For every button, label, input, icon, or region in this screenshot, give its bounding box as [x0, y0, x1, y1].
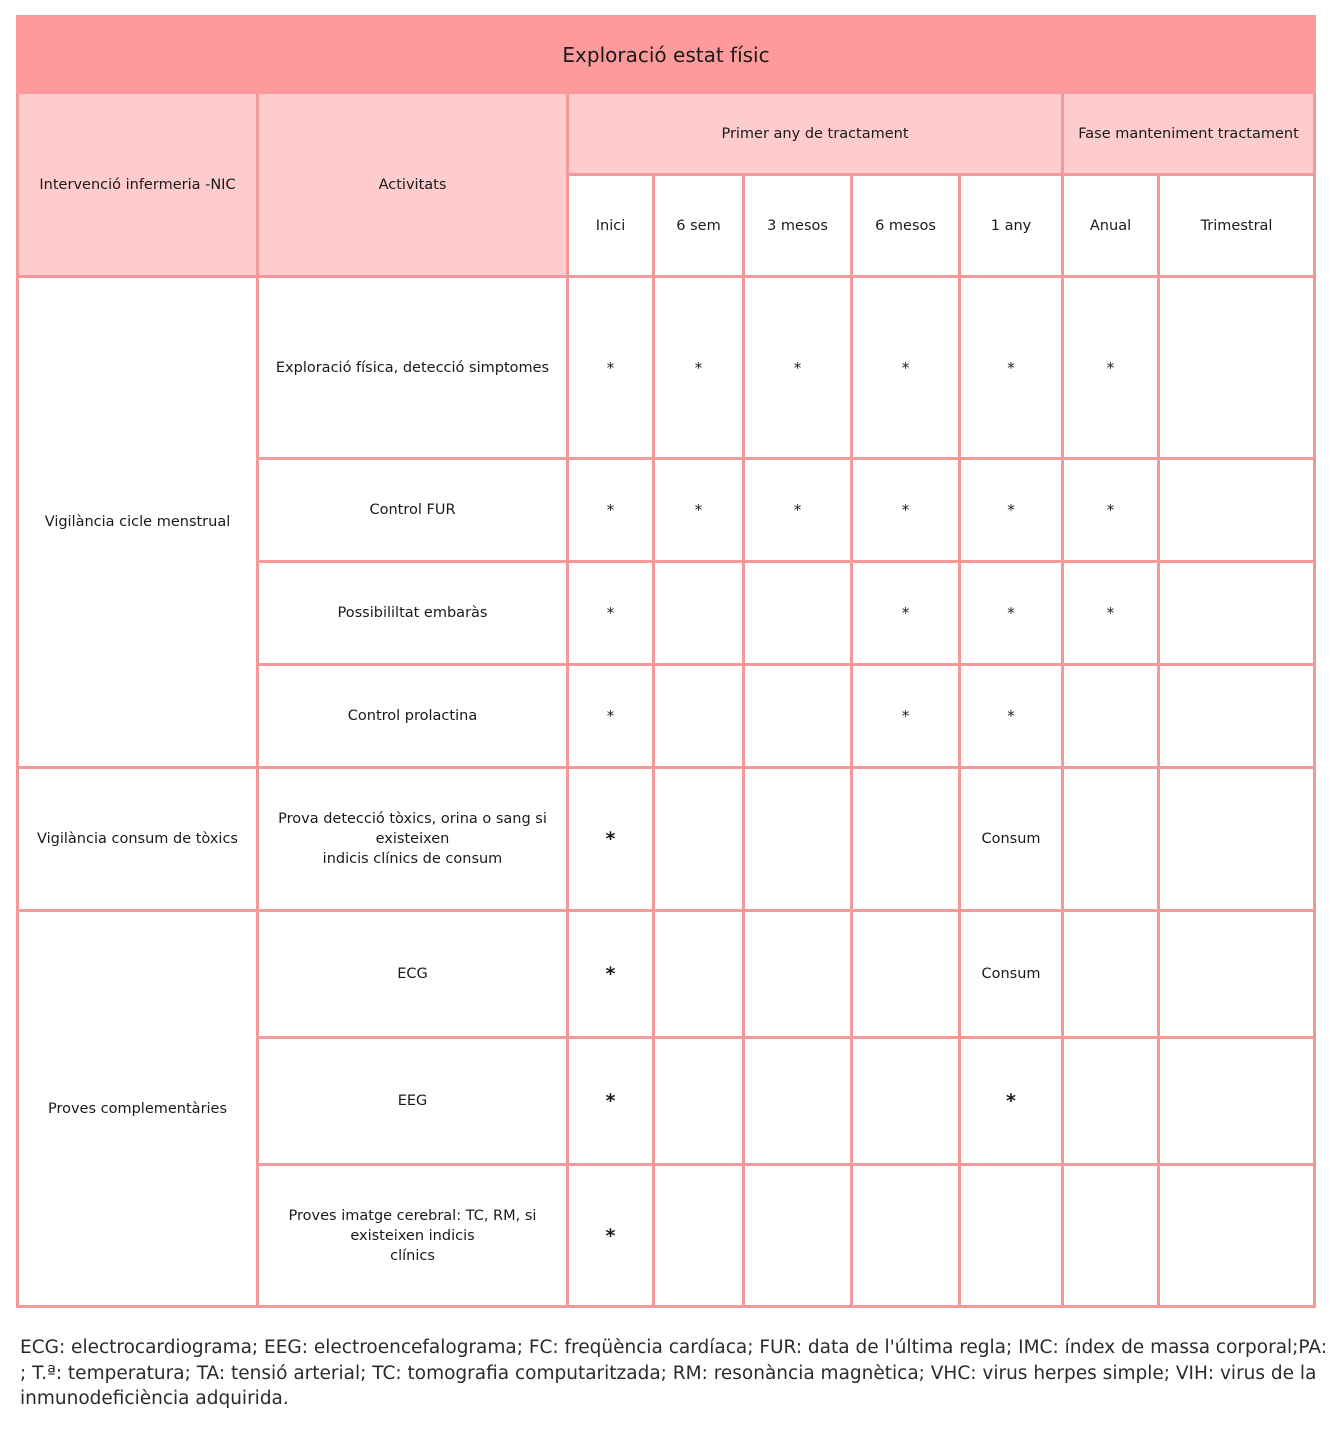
schedule-cell: * [852, 459, 960, 562]
nic-cell: Vigilància cicle menstrual [18, 277, 258, 768]
schedule-cell [1159, 459, 1315, 562]
schedule-cell [654, 911, 744, 1038]
activity-cell: Exploració física, detecció simptomes [258, 277, 568, 459]
schedule-cell: * [568, 1165, 654, 1307]
schedule-cell: * [568, 1038, 654, 1165]
schedule-cell: * [568, 665, 654, 768]
schedule-cell: * [654, 277, 744, 459]
schedule-cell: * [1063, 277, 1159, 459]
header-maintenance: Fase manteniment tractament [1063, 93, 1315, 175]
schedule-cell: * [654, 459, 744, 562]
activity-cell: Control FUR [258, 459, 568, 562]
schedule-cell [654, 768, 744, 911]
schedule-cell [852, 768, 960, 911]
schedule-cell [744, 1165, 852, 1307]
activity-cell: Proves imatge cerebral: TC, RM, si existeixen indicis clínics [258, 1165, 568, 1307]
schedule-table [16, 15, 1316, 1308]
schedule-cell [1159, 665, 1315, 768]
header-period: 3 mesos [744, 175, 852, 277]
schedule-cell [1159, 911, 1315, 1038]
schedule-cell [654, 1038, 744, 1165]
schedule-cell: * [960, 665, 1063, 768]
schedule-cell [744, 768, 852, 911]
schedule-cell [1159, 1038, 1315, 1165]
schedule-cell [654, 665, 744, 768]
schedule-cell: * [852, 665, 960, 768]
header-period: Inici [568, 175, 654, 277]
schedule-cell [852, 1038, 960, 1165]
schedule-cell: * [960, 1038, 1063, 1165]
header-period: 6 mesos [852, 175, 960, 277]
schedule-cell: * [744, 459, 852, 562]
schedule-cell [1159, 1165, 1315, 1307]
footnote: ECG: electrocardiograma; EEG: electroencefalograma; FC: freqüència cardíaca; FUR: data de l'última regla; IMC: índex de massa corporal;PA: ; T.ª: temperatura; TA: tensió arterial; TC: tomografia computaritzada; RM: resonància magnètica; VHC: virus herpes simple; VIH: virus de la inmunodeficiència adquirida. [20, 1337, 1327, 1409]
schedule-cell [852, 911, 960, 1038]
schedule-cell: * [568, 562, 654, 665]
schedule-cell [744, 665, 852, 768]
schedule-cell [1159, 768, 1315, 911]
schedule-cell [744, 1038, 852, 1165]
activity-cell: Control prolactina [258, 665, 568, 768]
nic-cell: Proves complementàries [18, 911, 258, 1307]
schedule-cell: * [1063, 562, 1159, 665]
schedule-cell [1063, 1165, 1159, 1307]
activity-cell: EEG [258, 1038, 568, 1165]
table-row [18, 768, 1315, 911]
header-nic: Intervenció infermeria -NIC [18, 93, 258, 277]
schedule-cell: * [568, 911, 654, 1038]
schedule-cell: * [960, 562, 1063, 665]
header-period: Trimestral [1159, 175, 1315, 277]
activity-cell: ECG [258, 911, 568, 1038]
schedule-cell: * [852, 277, 960, 459]
schedule-cell [654, 1165, 744, 1307]
activity-cell: Possibililtat embaràs [258, 562, 568, 665]
schedule-cell: * [744, 277, 852, 459]
schedule-cell [1063, 665, 1159, 768]
schedule-cell: Consum [960, 768, 1063, 911]
schedule-cell [1063, 1038, 1159, 1165]
schedule-cell [1159, 277, 1315, 459]
schedule-cell [654, 562, 744, 665]
schedule-cell: * [852, 562, 960, 665]
schedule-cell [1159, 562, 1315, 665]
header-activities: Activitats [258, 93, 568, 277]
header-period: 1 any [960, 175, 1063, 277]
activity-cell: Prova detecció tòxics, orina o sang si existeixen indicis clínics de consum [258, 768, 568, 911]
schedule-cell [960, 1165, 1063, 1307]
schedule-cell: * [568, 768, 654, 911]
schedule-cell: * [568, 277, 654, 459]
schedule-cell [1063, 768, 1159, 911]
schedule-cell [744, 911, 852, 1038]
table-row [18, 911, 1315, 1038]
schedule-cell: * [960, 277, 1063, 459]
schedule-cell: * [1063, 459, 1159, 562]
nic-cell: Vigilància consum de tòxics [18, 768, 258, 911]
header-first-year: Primer any de tractament [568, 93, 1063, 175]
header-period: 6 sem [654, 175, 744, 277]
schedule-cell [852, 1165, 960, 1307]
schedule-cell: Consum [960, 911, 1063, 1038]
schedule-cell: * [568, 459, 654, 562]
schedule-cell [744, 562, 852, 665]
schedule-cell [1063, 911, 1159, 1038]
header-period: Anual [1063, 175, 1159, 277]
schedule-cell: * [960, 459, 1063, 562]
table-title: Exploració estat físic [18, 17, 1315, 93]
table-row [18, 277, 1315, 459]
